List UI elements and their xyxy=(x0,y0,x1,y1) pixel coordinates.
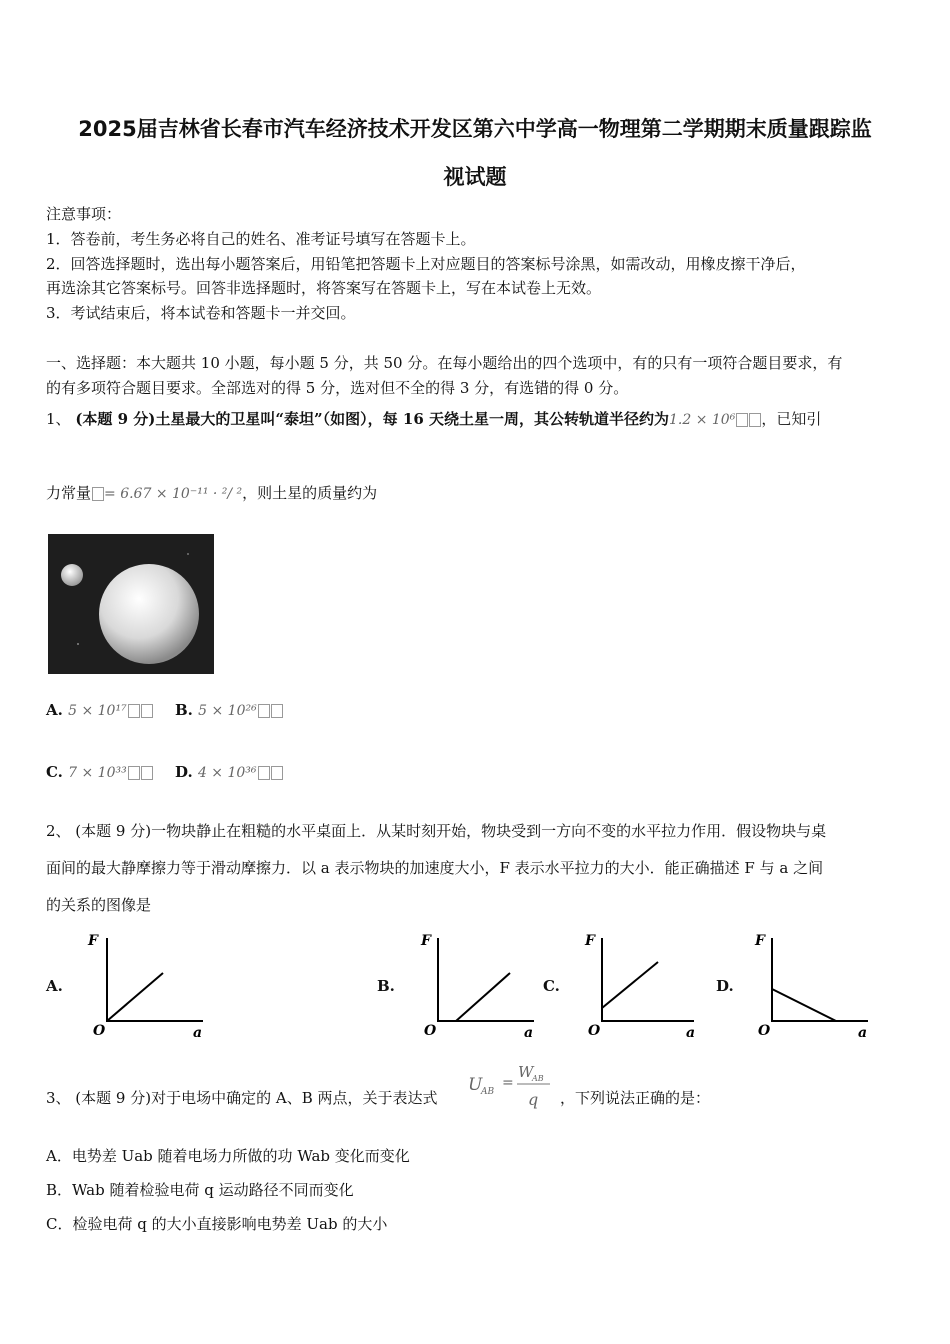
q3-option-b[interactable]: B．Wab 随着检验电荷 q 运动路径不同而变化 xyxy=(46,1181,354,1199)
svg-text:U: U xyxy=(468,1075,483,1095)
origin-label: O xyxy=(758,1023,771,1039)
origin-label: O xyxy=(93,1023,106,1039)
g-symbol-box-icon xyxy=(92,487,104,501)
notice-item-1: 1．答卷前，考生务必将自己的姓名、准考证号填写在答题卡上。 xyxy=(46,230,476,248)
axis-f-label: F xyxy=(585,933,595,949)
q1-text-a: (本题 9 分)土星最大的卫星叫“泰坦”（如图），每 16 天绕土星一周，其公转轨道半径约为 xyxy=(75,410,669,428)
option-value: 7 × 10³³ xyxy=(68,765,127,781)
q1-option-b[interactable] xyxy=(175,701,283,719)
axis-f-label: F xyxy=(421,933,431,949)
q1-option-a[interactable] xyxy=(46,701,153,719)
q2-option-c-label[interactable]: C. xyxy=(543,977,560,995)
q3-option-c[interactable]: C．检验电荷 q 的大小直接影响电势差 Uab 的大小 xyxy=(46,1215,388,1233)
option-value: 5 × 10¹⁷ xyxy=(68,703,127,719)
q3-text-a: 3、 (本题 9 分)对于电场中确定的 A、B 两点，关于表达式 xyxy=(46,1089,438,1107)
unit-box-icon xyxy=(271,704,283,718)
q2-option-a-label[interactable]: A. xyxy=(46,977,63,995)
unit-box-icon xyxy=(749,413,761,427)
notice-item-2-cont: 再选涂其它答案标号。回答非选择题时，将答案写在答题卡上，写在本试卷上无效。 xyxy=(46,279,602,297)
q1-radius-formula: 1.2 × 10⁶ xyxy=(668,412,736,428)
axis-a-label: a xyxy=(193,1025,203,1040)
q2-option-b-label[interactable]: B. xyxy=(377,977,395,995)
option-value: 5 × 10²⁶ xyxy=(198,703,257,719)
unit-box-icon xyxy=(271,766,283,780)
q1-text-b: ，已知引 xyxy=(761,410,822,428)
option-label: D. xyxy=(175,763,193,781)
option-value: 4 × 10³⁶ xyxy=(197,765,257,781)
q2-graph-a xyxy=(85,930,210,1040)
svg-text:q: q xyxy=(528,1090,539,1109)
graph-line xyxy=(456,973,510,1021)
titan-saturn-image xyxy=(48,534,214,674)
axis-a-label: a xyxy=(858,1025,868,1040)
q2-graph-d xyxy=(752,930,877,1040)
q3-text-b: ，下列说法正确的是： xyxy=(560,1089,711,1107)
q1-gconst-formula: = 6.67 × 10⁻¹¹ · ²/ ² xyxy=(104,486,243,502)
unit-box-icon xyxy=(141,704,153,718)
unit-box-icon xyxy=(258,766,270,780)
q2-graph-b xyxy=(418,930,543,1040)
svg-text:W: W xyxy=(518,1063,534,1081)
q2-line2: 面间的最大静摩擦力等于滑动摩擦力．以 a 表示物块的加速度大小，F 表示水平拉力的大小．能正确描述 F 与 a 之间 xyxy=(46,859,824,877)
axis-f-label: F xyxy=(88,933,98,949)
q1-text-c: 力常量 xyxy=(46,484,92,502)
origin-label: O xyxy=(424,1023,437,1039)
unit-box-icon xyxy=(128,704,140,718)
q2-graph-c xyxy=(582,930,702,1040)
q3-formula xyxy=(466,1060,556,1112)
notice-item-2: 2．回答选择题时，选出每小题答案后，用铅笔把答题卡上对应题目的答案标号涂黑，如需改动，用橡皮擦干净后， xyxy=(46,255,806,273)
option-label: C. xyxy=(46,763,63,781)
q1-prefix: 1、 xyxy=(46,410,71,428)
graph-line xyxy=(107,973,163,1021)
doc-title-line1: 2025届吉林省长春市汽车经济技术开发区第六中学高一物理第二学期期末质量跟踪监 xyxy=(78,117,872,141)
q1-text-d: ，则土星的质量约为 xyxy=(242,484,378,502)
option-label: A. xyxy=(46,701,63,719)
q2-option-d-label[interactable]: D. xyxy=(716,977,734,995)
q3-line1 xyxy=(46,1087,438,1108)
svg-text:=: = xyxy=(502,1075,514,1091)
doc-title-line2: 视试题 xyxy=(443,165,507,189)
option-label: B. xyxy=(175,701,193,719)
notice-heading: 注意事项： xyxy=(46,205,122,223)
q2-line3: 的关系的图像是 xyxy=(46,896,152,914)
graph-line xyxy=(772,989,836,1021)
q1-option-c[interactable] xyxy=(46,763,153,781)
unit-box-icon xyxy=(736,413,748,427)
svg-text:AB: AB xyxy=(532,1074,544,1083)
section-intro-2: 的有多项符合题目要求。全部选对的得 5 分，选对但不全的得 3 分，有选错的得 0 分。 xyxy=(46,379,629,397)
q3-option-a[interactable]: A．电势差 Uab 随着电场力所做的功 Wab 变化而变化 xyxy=(46,1147,410,1165)
unit-box-icon xyxy=(128,766,140,780)
q1-line1 xyxy=(46,408,821,429)
q2-line1: 2、 (本题 9 分)一物块静止在粗糙的水平桌面上．从某时刻开始，物块受到一方向不变的水平拉力作用．假设物块与桌 xyxy=(46,822,827,840)
origin-label: O xyxy=(588,1023,601,1039)
notice-item-3: 3．考试结束后，将本试卷和答题卡一并交回。 xyxy=(46,304,356,322)
unit-box-icon xyxy=(258,704,270,718)
graph-line xyxy=(602,962,658,1008)
svg-text:AB: AB xyxy=(481,1087,495,1097)
axis-a-label: a xyxy=(686,1025,696,1040)
q1-line2 xyxy=(46,482,377,503)
axis-a-label: a xyxy=(524,1025,534,1040)
section-intro-1: 一、选择题：本大题共 10 小题，每小题 5 分，共 50 分。在每小题给出的四个选项中，有的只有一项符合题目要求，有 xyxy=(46,354,843,372)
unit-box-icon xyxy=(141,766,153,780)
axis-f-label: F xyxy=(755,933,765,949)
q1-option-d[interactable] xyxy=(175,763,283,781)
